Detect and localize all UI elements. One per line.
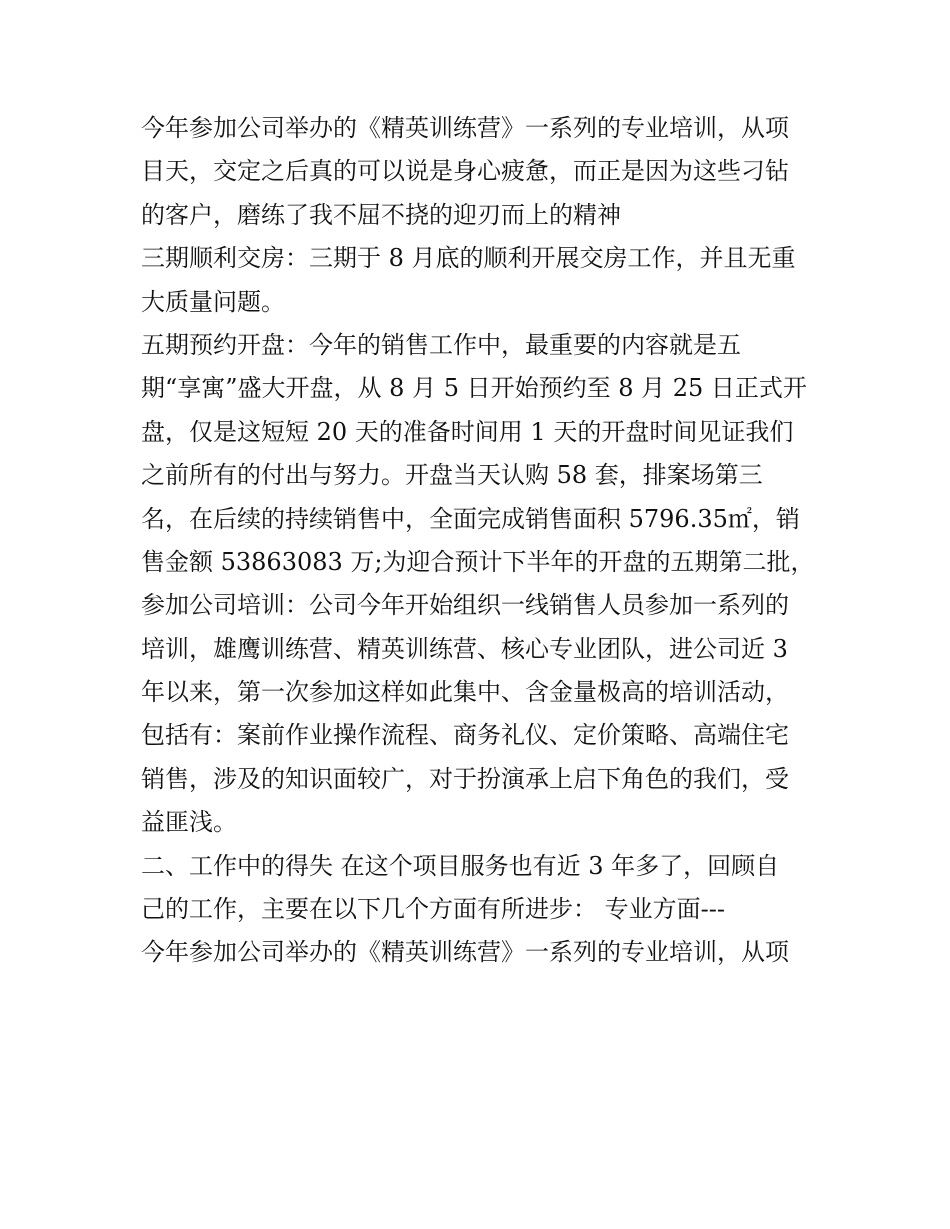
text-line: 销售，涉及的知识面较广，对于扮演承上启下角色的我们，受 — [141, 764, 789, 793]
text-line: 之前所有的付出与努力。开盘当天认购 58 套，排案场第三 — [141, 461, 763, 490]
text-line: 包括有：案前作业操作流程、商务礼仪、定价策略、高端住宅 — [141, 721, 789, 750]
text-line: 目天，交定之后真的可以说是身心疲惫，而正是因为这些刁钻 — [141, 157, 789, 186]
text-line: 名，在后续的持续销售中，全面完成销售面积 5796.35㎡，销 — [141, 504, 800, 533]
text-line: 五期预约开盘：今年的销售工作中，最重要的内容就是五 — [141, 330, 741, 359]
text-line: 盘，仅是这短短 20 天的准备时间用 1 天的开盘时间见证我们 — [141, 417, 794, 446]
text-line: 三期顺利交房：三期于 8 月底的顺利开展交房工作，并且无重 — [141, 244, 796, 273]
body-text — [141, 107, 821, 975]
text-line: 年以来，第一次参加这样如此集中、含金量极高的培训活动， — [141, 678, 789, 707]
text-line: 今年参加公司举办的《精英训练营》一系列的专业培训，从项 — [141, 938, 789, 967]
text-line: 售金额 53863083 万;为迎合预计下半年的开盘的五期第二批， — [141, 547, 815, 576]
text-line: 大质量问题。 — [141, 287, 285, 316]
text-line: 参加公司培训：公司今年开始组织一线销售人员参加一系列的 — [141, 591, 789, 620]
text-line: 今年参加公司举办的《精英训练营》一系列的专业培训，从项 — [141, 114, 789, 142]
text-line: 的客户，磨练了我不屈不挠的迎刃而上的精神 — [141, 200, 621, 229]
text-line: 己的工作，主要在以下几个方面有所进步： 专业方面--- — [141, 895, 725, 924]
text-line: 益匪浅。 — [141, 808, 237, 837]
text-line: 期“享寓”盛大开盘，从 8 月 5 日开始预约至 8 月 25 日正式开 — [141, 374, 807, 403]
text-line: 二、工作中的得失 在这个项目服务也有近 3 年多了，回顾自 — [141, 851, 780, 880]
text-line: 培训，雄鹰训练营、精英训练营、核心专业团队，进公司近 3 — [141, 634, 788, 663]
